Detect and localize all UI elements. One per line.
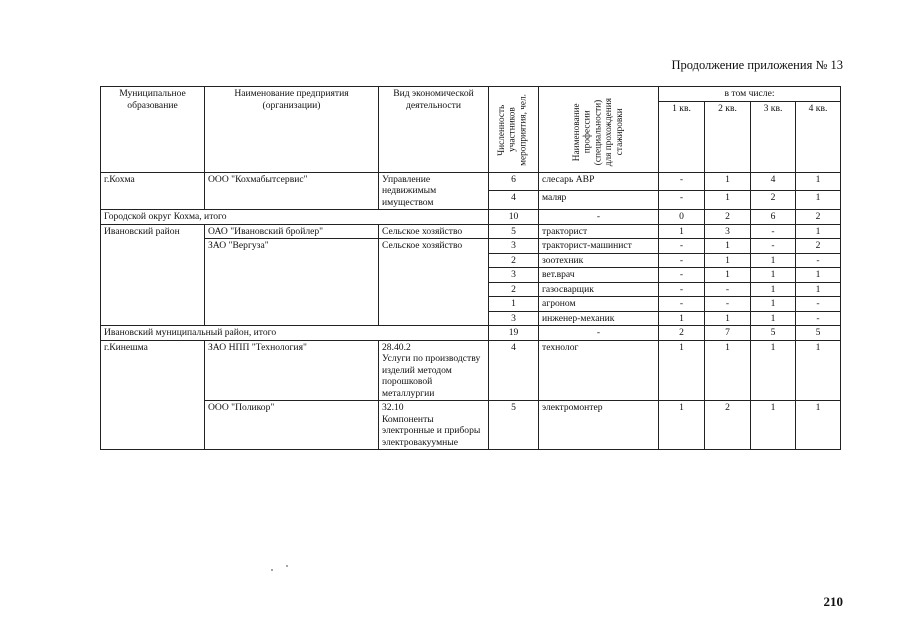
count-cell: 19 [489, 326, 539, 341]
header-enterprise: Наименование предприятия (организации) [205, 87, 379, 173]
q2-cell: 1 [705, 268, 751, 283]
q2-cell: 1 [705, 253, 751, 268]
q1-cell: 0 [659, 210, 705, 225]
enterprise-cell: ООО "Кохмабытсервис" [205, 172, 379, 210]
enterprise-cell: ЗАО НПП "Технология" [205, 340, 379, 401]
enterprise-cell: ЗАО "Вергуза" [205, 239, 379, 326]
q4-cell: 1 [796, 191, 841, 210]
profession-cell: слесарь АВР [539, 172, 659, 191]
profession-cell: зоотехник [539, 253, 659, 268]
scan-speck [271, 569, 273, 571]
q2-cell: 7 [705, 326, 751, 341]
q2-cell: - [705, 282, 751, 297]
total-row [101, 326, 841, 341]
q1-cell: 1 [659, 401, 705, 450]
q3-cell: 5 [751, 326, 796, 341]
q3-cell: 2 [751, 191, 796, 210]
q1-cell: - [659, 172, 705, 191]
q1-cell: - [659, 297, 705, 312]
q3-cell: 1 [751, 268, 796, 283]
municipality-cell: г.Кинешма [101, 340, 205, 450]
q3-cell: 1 [751, 253, 796, 268]
profession-cell: вет.врач [539, 268, 659, 283]
count-cell: 1 [489, 297, 539, 312]
q4-cell: 1 [796, 282, 841, 297]
q2-cell: 1 [705, 340, 751, 401]
internship-table [100, 86, 841, 450]
q3-cell: 6 [751, 210, 796, 225]
activity-cell: Сельское хозяйство [379, 239, 489, 326]
municipality-cell: Ивановский район [101, 224, 205, 326]
q4-cell: 1 [796, 224, 841, 239]
q3-cell: 1 [751, 297, 796, 312]
activity-cell: 28.40.2 Услуги по производству изделий методом порошковой металлургии [379, 340, 489, 401]
count-cell: 2 [489, 282, 539, 297]
q1-cell: 1 [659, 340, 705, 401]
count-cell: 10 [489, 210, 539, 225]
q4-cell: 1 [796, 340, 841, 401]
q1-cell: 1 [659, 311, 705, 326]
profession-cell: электромонтер [539, 401, 659, 450]
header-q1: 1 кв. [659, 101, 705, 172]
q2-cell: 2 [705, 210, 751, 225]
q4-cell: 1 [796, 172, 841, 191]
q1-cell: - [659, 268, 705, 283]
header-row-1 [101, 87, 841, 102]
count-cell: 3 [489, 239, 539, 254]
count-cell: 4 [489, 191, 539, 210]
q2-cell: - [705, 297, 751, 312]
count-cell: 3 [489, 268, 539, 283]
header-q2: 2 кв. [705, 101, 751, 172]
activity-cell: Управление недвижимым имуществом [379, 172, 489, 210]
header-municipality: Муниципальное образование [101, 87, 205, 173]
table-row [101, 172, 841, 191]
activity-cell: Сельское хозяйство [379, 224, 489, 239]
header-q4: 4 кв. [796, 101, 841, 172]
q3-cell: 1 [751, 311, 796, 326]
profession-cell: инженер-механик [539, 311, 659, 326]
q4-cell: 2 [796, 239, 841, 254]
count-cell: 5 [489, 224, 539, 239]
header-activity: Вид экономической деятельности [379, 87, 489, 173]
q1-cell: - [659, 239, 705, 254]
q1-cell: - [659, 191, 705, 210]
q3-cell: - [751, 224, 796, 239]
q2-cell: 1 [705, 172, 751, 191]
profession-cell: агроном [539, 297, 659, 312]
activity-cell: 32.10 Компоненты электронные и приборы электровакуумные [379, 401, 489, 450]
header-in-total: в том числе: [659, 87, 841, 102]
header-q3: 3 кв. [751, 101, 796, 172]
q2-cell: 1 [705, 311, 751, 326]
q3-cell: - [751, 239, 796, 254]
page-number: 210 [823, 594, 843, 609]
q3-cell: 4 [751, 172, 796, 191]
table-row [101, 401, 841, 450]
profession-cell: технолог [539, 340, 659, 401]
profession-cell: тракторист-машинист [539, 239, 659, 254]
table-row [101, 239, 841, 254]
total-label: Ивановский муниципальный район, итого [101, 326, 489, 341]
profession-cell: тракторист [539, 224, 659, 239]
q2-cell: 1 [705, 191, 751, 210]
header-participants: Численность участников мероприятия, чел. [489, 87, 539, 173]
count-cell: 3 [489, 311, 539, 326]
profession-cell: газосварщик [539, 282, 659, 297]
table-row [101, 224, 841, 239]
q4-cell: 1 [796, 401, 841, 450]
q4-cell: - [796, 253, 841, 268]
enterprise-cell: ООО "Поликор" [205, 401, 379, 450]
q1-cell: - [659, 253, 705, 268]
total-row [101, 210, 841, 225]
q4-cell: 2 [796, 210, 841, 225]
count-cell: 2 [489, 253, 539, 268]
q3-cell: 1 [751, 401, 796, 450]
q4-cell: 5 [796, 326, 841, 341]
total-label: Городской округ Кохма, итого [101, 210, 489, 225]
q4-cell: 1 [796, 268, 841, 283]
q4-cell: - [796, 297, 841, 312]
table-row [101, 340, 841, 401]
profession-cell: - [539, 326, 659, 341]
header-profession: Наименование профессии (специальности) для прохождения стажировки [539, 87, 659, 173]
count-cell: 4 [489, 340, 539, 401]
enterprise-cell: ОАО "Ивановский бройлер" [205, 224, 379, 239]
count-cell: 5 [489, 401, 539, 450]
profession-cell: - [539, 210, 659, 225]
q4-cell: - [796, 311, 841, 326]
q2-cell: 2 [705, 401, 751, 450]
count-cell: 6 [489, 172, 539, 191]
municipality-cell: г.Кохма [101, 172, 205, 210]
scan-speck [286, 565, 288, 567]
profession-cell: маляр [539, 191, 659, 210]
q2-cell: 1 [705, 239, 751, 254]
q1-cell: - [659, 282, 705, 297]
q1-cell: 1 [659, 224, 705, 239]
q2-cell: 3 [705, 224, 751, 239]
q3-cell: 1 [751, 340, 796, 401]
q1-cell: 2 [659, 326, 705, 341]
continuation-note: Продолжение приложения № 13 [671, 58, 843, 72]
q3-cell: 1 [751, 282, 796, 297]
